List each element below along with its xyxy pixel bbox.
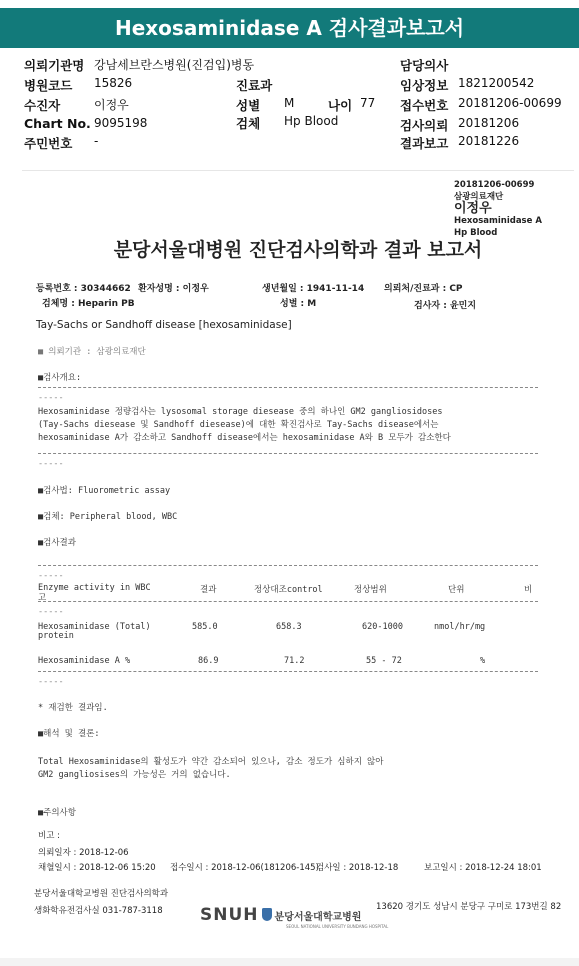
resident-no-value: - xyxy=(94,134,99,148)
patient-name: 환자성명 : 이정우 xyxy=(138,284,209,294)
row-total-control: 658.3 xyxy=(276,622,302,632)
interpretation-line-2: GM2 gangliosises의 가능성은 거의 없습니다. xyxy=(38,770,231,780)
referral-organization: ■ 의뢰기관 : 삼광의료재단 xyxy=(38,347,146,357)
table-header-test: Enzyme activity in WBC xyxy=(38,583,151,593)
dash-continuation: ----- xyxy=(38,393,64,403)
result-report-value: 20181226 xyxy=(458,134,520,148)
test-request-value: 20181206 xyxy=(458,116,520,130)
birth-date: 생년월일 : 1941-11-14 xyxy=(262,284,365,294)
remark: 비고 : xyxy=(38,831,60,841)
hospital-english-name: SEOUL NATIONAL UNIVERSITY BUNDANG HOSPITAL xyxy=(286,924,389,929)
recheck-note: * 재검한 결과임. xyxy=(38,703,108,713)
bottom-margin xyxy=(0,958,579,966)
test-date: 검사일 : 2018-12-18 xyxy=(316,863,399,873)
reception-no-value: 20181206-00699 xyxy=(458,96,562,110)
interpretation-line-1: Total Hexosaminidase의 활성도가 약간 감소되어 있으나, 감소 정도가 심하지 않아 xyxy=(38,757,384,767)
department-name: 분당서울대학교병원 진단검사의학과 xyxy=(34,889,169,899)
reception-no-label: 접수번호 xyxy=(400,98,449,113)
row-total-unit: nmol/hr/mg xyxy=(434,622,486,632)
row-total-name-wrap: protein xyxy=(38,631,74,641)
test-subtitle: Tay-Sachs or Sandhoff disease [hexosaminidase] xyxy=(36,319,292,331)
specimen-label-sticker xyxy=(454,179,542,239)
doctor-label: 담당의사 xyxy=(400,58,449,73)
divider xyxy=(38,601,538,602)
hospital-logo xyxy=(200,905,389,929)
overview-header: ■검사개요: xyxy=(38,373,82,383)
registration-number: 등록번호 : 30344662 xyxy=(36,284,131,294)
sex-value: M xyxy=(284,96,295,110)
resident-no-label: 주민번호 xyxy=(24,136,73,151)
result-report-label: 결과보고 xyxy=(400,136,449,151)
chart-no-label: Chart No. xyxy=(24,116,91,131)
row-total-range: 620-1000 xyxy=(362,622,403,632)
table-header-result: 결과 xyxy=(200,585,217,595)
patient-sex: 성별 : M xyxy=(280,299,317,309)
divider xyxy=(38,671,538,672)
table-header-remark: 비 xyxy=(524,585,533,595)
clinical-info-value: 1821200542 xyxy=(458,76,535,90)
institution-value: 강남세브란스병원(진검입)병동 xyxy=(94,58,255,72)
report-header xyxy=(0,52,579,160)
overview-line-2: (Tay-Sachs diesease 및 Sandhoff diesease)에 대한 확진검사로 Tay-Sachs disease에서는 xyxy=(38,420,439,430)
table-header-control: 정상대조control xyxy=(254,585,323,595)
hospital-code-label: 병원코드 xyxy=(24,78,73,93)
request-date: 의뢰일자 : 2018-12-06 xyxy=(38,848,129,858)
row-total-name: Hexosaminidase (Total) xyxy=(38,622,151,632)
sex-label: 성별 xyxy=(236,98,261,113)
row-a-unit: % xyxy=(480,656,486,666)
row-a-range: 55 - 72 xyxy=(366,656,402,666)
snuh-logo-text: SNUH xyxy=(200,905,259,925)
row-a-name: Hexosaminidase A % xyxy=(38,656,131,666)
institution-label: 의뢰기관명 xyxy=(24,58,85,73)
clinical-info-label: 임상정보 xyxy=(400,78,449,93)
row-total-result: 585.0 xyxy=(192,622,218,632)
receipt-date: 접수일시 : 2018-12-06(181206-145) xyxy=(170,863,319,873)
dash-continuation: ----- xyxy=(38,459,64,469)
overview-line-1: Hexosaminidase 정량검사는 lysosomal storage diesease 중의 하나인 GM2 gangliosidoses xyxy=(38,407,443,417)
sticker-specimen: Hp Blood xyxy=(454,228,498,238)
hospital-code-value: 15826 xyxy=(94,76,133,90)
recipient-label: 수진자 xyxy=(24,98,61,113)
result-header: ■검사결과 xyxy=(38,538,76,548)
table-header-wrap: 고 xyxy=(38,593,47,603)
lab-phone: 생화학유전검사실 031-787-3118 xyxy=(34,906,163,916)
recipient-value: 이정우 xyxy=(94,98,129,112)
sticker-test-name: Hexosaminidase A xyxy=(454,216,542,226)
table-header-unit: 단위 xyxy=(448,585,465,595)
table-header-range: 정상범위 xyxy=(354,585,387,595)
specimen-line: ■검체: Peripheral blood, WBC xyxy=(38,512,178,522)
overview-line-3: hexosaminidase A가 감소하고 Sandhoff disease에서는 hexosaminidase A와 B 모두가 감소한다 xyxy=(38,433,451,443)
inspector: 검사자 : 윤민지 xyxy=(414,301,477,311)
age-label: 나이 xyxy=(328,98,353,113)
age-value: 77 xyxy=(360,96,376,110)
report-title: 분당서울대병원 진단검사의학과 결과 보고서 xyxy=(113,239,483,261)
divider xyxy=(38,565,538,566)
sticker-patient-name: 이정우 xyxy=(454,201,492,216)
shield-icon xyxy=(262,908,272,921)
row-a-control: 71.2 xyxy=(284,656,305,666)
collection-date: 채혈일시 : 2018-12-06 15:20 xyxy=(38,863,156,873)
report-banner-title: Hexosaminidase A 검사결과보고서 xyxy=(0,8,579,48)
dash-continuation: ----- xyxy=(38,571,64,581)
referrer-department: 의뢰처/진료과 : CP xyxy=(384,284,463,294)
specimen-label: 검체 xyxy=(236,116,261,131)
report-date: 보고일시 : 2018-12-24 18:01 xyxy=(424,863,542,873)
divider xyxy=(38,387,538,388)
specimen-value: Hp Blood xyxy=(284,114,339,128)
hospital-address: 13620 경기도 성남시 분당구 구미로 173번길 82 xyxy=(376,902,562,912)
sticker-reception-no: 20181206-00699 xyxy=(454,180,535,190)
specimen-name: 검체명 : Heparin PB xyxy=(42,299,135,309)
method-line: ■검사법: Fluorometric assay xyxy=(38,486,171,496)
row-a-result: 86.9 xyxy=(198,656,219,666)
chart-no-value: 9095198 xyxy=(94,116,148,130)
department-label: 진료과 xyxy=(236,78,273,93)
dash-continuation: ----- xyxy=(38,607,64,617)
sticker-lab-name: 삼광의료재단 xyxy=(454,192,504,202)
scanned-report-sheet xyxy=(22,170,574,957)
divider xyxy=(38,453,538,454)
hospital-korean-name: 분당서울대학교병원 xyxy=(274,912,362,923)
dash-continuation: ----- xyxy=(38,677,64,687)
interpretation-header: ■해석 및 결론: xyxy=(38,729,100,739)
caution-header: ■주의사항 xyxy=(38,808,76,818)
test-request-label: 검사의뢰 xyxy=(400,118,449,133)
